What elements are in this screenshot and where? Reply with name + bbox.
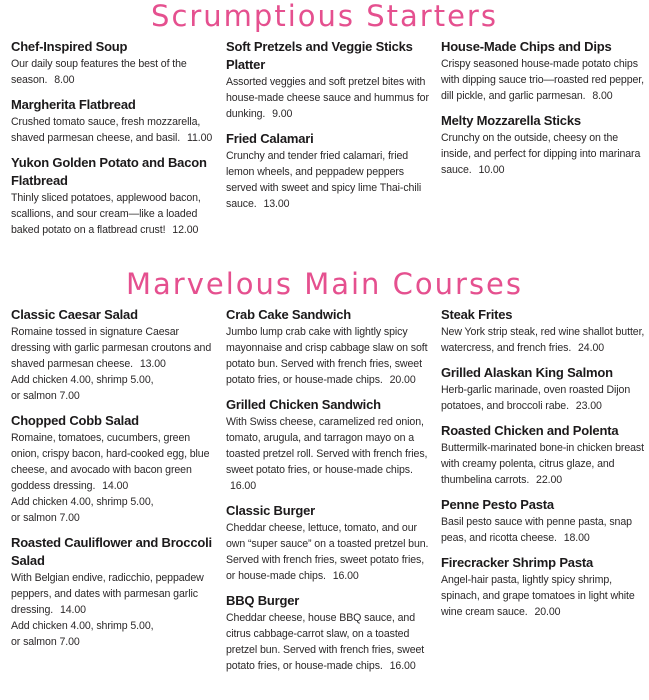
starters-col-1: [11, 38, 216, 246]
menu-item-name: Grilled Alaskan King Salmon: [441, 365, 613, 380]
menu-item-description-text: Romaine, tomatoes, cucumbers, green onion, crispy bacon, hard-cooked egg, blue cheese, and avocado with bacon green goddess dressing.: [11, 432, 210, 492]
menu-item: [11, 306, 216, 404]
menu-item-name: Soft Pretzels and Veggie Sticks Platter: [226, 39, 413, 72]
menu-item-description: [441, 382, 646, 414]
mains-col-1: [11, 306, 216, 658]
menu-item-price: 12.00: [172, 224, 199, 236]
menu-item-price: 18.00: [563, 532, 590, 544]
menu-item-name: Yukon Golden Potato and Bacon Flatbread: [11, 155, 207, 188]
menu-item-description-text: Angel-hair pasta, lightly spicy shrimp, spinach, and grape tomatoes in light white wine cream sauce.: [441, 574, 635, 618]
menu-item-price: 14.00: [59, 604, 86, 616]
menu-item: [441, 496, 646, 546]
menu-item-description: [11, 114, 216, 146]
menu-item: [226, 306, 431, 388]
menu-item-description: [441, 440, 646, 488]
menu-item-price: 11.00: [187, 132, 213, 144]
menu-item-description-text: Our daily soup features the best of the season.: [11, 58, 187, 86]
menu-item: [441, 306, 646, 356]
menu-item: [441, 422, 646, 488]
menu-item-description-text: Buttermilk-marinated bone-in chicken breast with creamy polenta, citrus glaze, and thumbelina carrots.: [441, 442, 644, 486]
menu-item-addon: or salmon 7.00: [11, 636, 80, 648]
menu-item-description-text: Thinly sliced potatoes, applewood bacon, scallions, and sour cream—like a loaded baked potato on a flatbread crust!: [11, 192, 201, 236]
menu-item-name: Melty Mozzarella Sticks: [441, 113, 581, 128]
menu-item-name: Classic Burger: [226, 503, 315, 518]
menu-item: [226, 592, 431, 674]
menu-item-name: Steak Frites: [441, 307, 513, 322]
menu-item-description-text: Herb-garlic marinade, oven roasted Dijon potatoes, and broccoli rabe.: [441, 384, 631, 412]
menu-item-addon: Add chicken 4.00, shrimp 5.00,: [11, 374, 154, 386]
menu-item-description: [11, 190, 216, 238]
menu-item: [226, 396, 431, 494]
menu-item-description: [226, 74, 431, 122]
menu-item-description: [226, 324, 431, 388]
menu-item-description: [226, 414, 431, 494]
menu-item-name: Fried Calamari: [226, 131, 314, 146]
menu-item-name: Roasted Chicken and Polenta: [441, 423, 619, 438]
menu-item-description: [11, 56, 216, 88]
menu-item-name: Roasted Cauliflower and Broccoli Salad: [11, 535, 212, 568]
menu-item: [11, 412, 216, 526]
menu-item-description-text: New York strip steak, red wine shallot butter, watercress, and french fries.: [441, 326, 645, 354]
menu-item-description: [441, 572, 646, 620]
menu-item-price: 16.00: [389, 660, 416, 672]
menu-item-description: [11, 324, 216, 372]
menu-item: [441, 38, 646, 104]
menu-item: [226, 130, 431, 212]
menu-item-description: [226, 610, 431, 674]
menu-item-price: 16.00: [230, 480, 257, 492]
menu-item-description-text: Cheddar cheese, lettuce, tomato, and our own “super sauce” on a toasted pretzel bun. Served with french fries, sweet potato fries, or house-made chips.: [226, 522, 429, 582]
menu-item-description-text: Basil pesto sauce with penne pasta, snap peas, and ricotta cheese.: [441, 516, 632, 544]
starters-col-2: [226, 38, 431, 220]
menu-item-description-text: Romaine tossed in signature Caesar dressing with garlic parmesan croutons and shaved parmesan cheese.: [11, 326, 212, 370]
menu-item: [11, 534, 216, 650]
menu-item-name: Chopped Cobb Salad: [11, 413, 139, 428]
menu-item: [441, 112, 646, 178]
menu-item-price: 20.00: [534, 606, 561, 618]
menu-item-description-text: Crunchy and tender fried calamari, fried lemon wheels, and peppadew peppers served with sweet and spicy lime Thai-chili sauce.: [226, 150, 422, 210]
menu-item: [226, 38, 431, 122]
menu-item-description-text: Crushed tomato sauce, fresh mozzarella, shaved parmesan cheese, and basil.: [11, 116, 201, 144]
menu-item-name: Classic Caesar Salad: [11, 307, 138, 322]
mains-col-3: [441, 306, 646, 628]
menu-item-description-text: Assorted veggies and soft pretzel bites with house-made cheese sauce and hummus for dunking.: [226, 76, 429, 120]
menu-item-description: [11, 430, 216, 494]
menu-item-price: 22.00: [536, 474, 563, 486]
menu-item: [11, 96, 216, 146]
menu-item-description: [441, 514, 646, 546]
menu-item: [441, 364, 646, 414]
menu-item-description: [11, 570, 216, 618]
menu-item-addon: Add chicken 4.00, shrimp 5.00,: [11, 620, 154, 632]
menu-item-description: [441, 324, 646, 356]
menu-item-price: 16.00: [332, 570, 359, 582]
menu-item-price: 9.00: [272, 108, 293, 120]
menu-item-price: 23.00: [575, 400, 602, 412]
menu-item-addon: or salmon 7.00: [11, 390, 80, 402]
menu-item-description: [441, 56, 646, 104]
menu-item-name: Margherita Flatbread: [11, 97, 136, 112]
menu-item-description: [226, 148, 431, 212]
menu-item-addon: Add chicken 4.00, shrimp 5.00,: [11, 496, 154, 508]
menu-item: [441, 554, 646, 620]
menu-item: [226, 502, 431, 584]
main-courses-heading: Marvelous Main Courses: [125, 267, 524, 301]
menu-item: [11, 38, 216, 88]
menu-item-name: Grilled Chicken Sandwich: [226, 397, 381, 412]
menu-item-description-text: Cheddar cheese, house BBQ sauce, and citrus cabbage-carrot slaw, on a toasted pretzel bun. Served with french fries, sweet potato fries, or house-made chips.: [226, 612, 425, 672]
menu-item-price: 10.00: [478, 164, 505, 176]
menu-item-description-text: Jumbo lump crab cake with lightly spicy mayonnaise and crisp cabbage slaw on soft potato bun. Served with french fries, sweet potato fries, or house-made chips.: [226, 326, 428, 386]
menu-item-price: 24.00: [578, 342, 605, 354]
starters-col-3: [441, 38, 646, 186]
menu-item-price: 8.00: [592, 90, 613, 102]
menu-item-name: Penne Pesto Pasta: [441, 497, 554, 512]
menu-item-price: 13.00: [263, 198, 290, 210]
menu-item-price: 14.00: [102, 480, 129, 492]
menu-item: [11, 154, 216, 238]
menu-item-price: 20.00: [389, 374, 416, 386]
menu-item-description-text: With Belgian endive, radicchio, peppadew peppers, and dates with parmesan garlic dressing.: [11, 572, 204, 616]
starters-heading: Scrumptious Starters: [151, 0, 498, 33]
menu-item-name: Crab Cake Sandwich: [226, 307, 351, 322]
menu-item-description: [441, 130, 646, 178]
mains-col-2: [226, 306, 431, 682]
menu-item-name: Chef-Inspired Soup: [11, 39, 128, 54]
menu-item-name: House-Made Chips and Dips: [441, 39, 612, 54]
menu-item-price: 13.00: [139, 358, 166, 370]
menu-item-name: BBQ Burger: [226, 593, 300, 608]
menu-item-price: 8.00: [54, 74, 75, 86]
menu-item-name: Firecracker Shrimp Pasta: [441, 555, 594, 570]
menu-item-description-text: With Swiss cheese, caramelized red onion, tomato, arugula, and tarragon mayo on a toasted pretzel roll. Served with french fries, sweet potato fries, or house-made chips.: [226, 416, 428, 476]
menu-item-description: [226, 520, 431, 584]
menu-item-description-text: Crunchy on the outside, cheesy on the inside, and perfect for dipping into marinara sauce.: [441, 132, 641, 176]
menu-item-addon: or salmon 7.00: [11, 512, 80, 524]
menu-item-description-text: Crispy seasoned house-made potato chips with dipping sauce trio—roasted red pepper, dill pickle, and garlic parmesan.: [441, 58, 644, 102]
